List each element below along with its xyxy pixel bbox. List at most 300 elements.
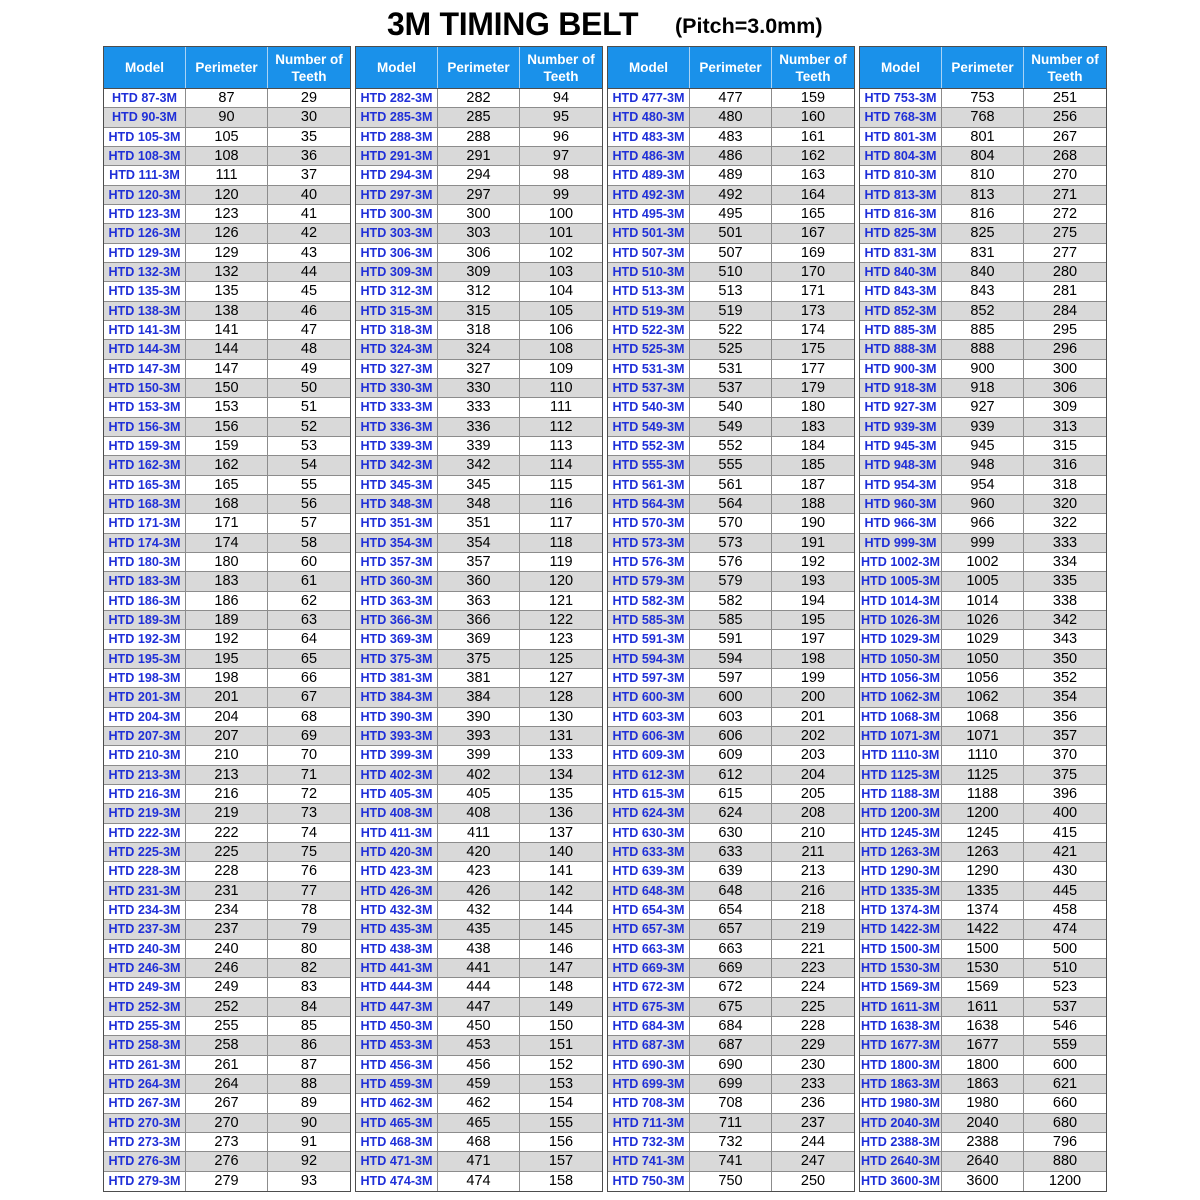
table-row	[608, 669, 854, 688]
model-cell: HTD 324-3M	[356, 340, 438, 358]
table-row	[104, 959, 350, 978]
table-row	[104, 785, 350, 804]
teeth-cell: 251	[1052, 89, 1078, 106]
model-cell: HTD 354-3M	[356, 534, 438, 552]
teeth-cell: 194	[800, 592, 826, 609]
teeth-cell: 44	[300, 263, 318, 280]
pitch-subtitle: (Pitch=3.0mm)	[675, 14, 823, 38]
teeth-cell: 183	[800, 418, 826, 435]
perimeter-cell: 156	[186, 418, 268, 436]
model-cell: HTD 129-3M	[104, 244, 186, 262]
perimeter-cell: 159	[186, 437, 268, 455]
perimeter-cell: 129	[186, 244, 268, 262]
table-row	[104, 340, 350, 359]
model-cell: HTD 1200-3M	[860, 804, 942, 822]
model-cell: HTD 339-3M	[356, 437, 438, 455]
table-row	[860, 766, 1106, 785]
teeth-cell: 95	[552, 109, 570, 126]
teeth-cell: 315	[1052, 437, 1078, 454]
perimeter-cell: 630	[690, 824, 772, 842]
perimeter-cell: 135	[186, 282, 268, 300]
perimeter-cell: 384	[438, 688, 520, 706]
model-cell: HTD 552-3M	[608, 437, 690, 455]
perimeter-cell: 399	[438, 746, 520, 764]
teeth-cell: 203	[800, 747, 826, 764]
table-row	[608, 1075, 854, 1094]
table-row	[104, 360, 350, 379]
perimeter-cell: 525	[690, 340, 772, 358]
teeth-cell: 36	[300, 147, 318, 164]
model-cell: HTD 132-3M	[104, 263, 186, 281]
teeth-cell: 60	[300, 553, 318, 570]
table-row	[104, 1152, 350, 1171]
teeth-cell: 128	[548, 689, 574, 706]
perimeter-cell: 555	[690, 456, 772, 474]
teeth-cell: 300	[1052, 360, 1078, 377]
teeth-cell: 199	[800, 669, 826, 686]
table-row	[356, 998, 602, 1017]
teeth-cell: 160	[800, 109, 826, 126]
teeth-cell: 277	[1052, 244, 1078, 261]
table-row	[104, 321, 350, 340]
model-cell: HTD 240-3M	[104, 940, 186, 958]
perimeter-cell: 648	[690, 882, 772, 900]
model-cell: HTD 123-3M	[104, 205, 186, 223]
table-row	[608, 843, 854, 862]
perimeter-cell: 87	[186, 89, 268, 107]
model-cell: HTD 207-3M	[104, 727, 186, 745]
teeth-cell: 316	[1052, 457, 1078, 474]
teeth-cell: 94	[552, 89, 570, 106]
model-cell: HTD 741-3M	[608, 1152, 690, 1170]
model-cell: HTD 657-3M	[608, 920, 690, 938]
teeth-cell: 354	[1052, 689, 1078, 706]
perimeter-cell: 318	[438, 321, 520, 339]
model-cell: HTD 831-3M	[860, 244, 942, 262]
model-cell: HTD 564-3M	[608, 495, 690, 513]
perimeter-cell: 237	[186, 920, 268, 938]
table-row	[608, 862, 854, 881]
perimeter-cell: 687	[690, 1036, 772, 1054]
perimeter-cell: 285	[438, 108, 520, 126]
table-row	[860, 263, 1106, 282]
teeth-cell: 104	[548, 283, 574, 300]
teeth-cell: 225	[800, 998, 826, 1015]
table-row	[356, 1114, 602, 1133]
table-row	[356, 1075, 602, 1094]
model-cell: HTD 285-3M	[356, 108, 438, 126]
table-row	[356, 108, 602, 127]
model-cell: HTD 360-3M	[356, 572, 438, 590]
perimeter-cell: 423	[438, 862, 520, 880]
perimeter-cell: 282	[438, 89, 520, 107]
model-cell: HTD 369-3M	[356, 630, 438, 648]
perimeter-cell: 1245	[942, 824, 1024, 842]
table-row	[608, 746, 854, 765]
perimeter-cell: 144	[186, 340, 268, 358]
teeth-cell: 127	[548, 669, 574, 686]
teeth-cell: 309	[1052, 399, 1078, 416]
table-row	[860, 746, 1106, 765]
perimeter-cell: 843	[942, 282, 1024, 300]
model-cell: HTD 540-3M	[608, 398, 690, 416]
model-cell: HTD 1263-3M	[860, 843, 942, 861]
perimeter-cell: 552	[690, 437, 772, 455]
table-row	[860, 282, 1106, 301]
perimeter-cell: 948	[942, 456, 1024, 474]
model-cell: HTD 333-3M	[356, 398, 438, 416]
model-cell: HTD 342-3M	[356, 456, 438, 474]
perimeter-cell: 480	[690, 108, 772, 126]
table-row	[608, 920, 854, 939]
model-cell: HTD 351-3M	[356, 514, 438, 532]
table-header	[860, 47, 1106, 89]
model-cell: HTD 639-3M	[608, 862, 690, 880]
teeth-cell: 67	[300, 689, 318, 706]
teeth-cell: 205	[800, 785, 826, 802]
perimeter-cell: 633	[690, 843, 772, 861]
teeth-cell: 281	[1052, 283, 1078, 300]
table-row	[860, 1133, 1106, 1152]
teeth-cell: 230	[800, 1056, 826, 1073]
model-cell: HTD 399-3M	[356, 746, 438, 764]
perimeter-cell: 381	[438, 669, 520, 687]
teeth-cell: 121	[548, 592, 574, 609]
table-row	[104, 804, 350, 823]
model-cell: HTD 801-3M	[860, 128, 942, 146]
table-row	[356, 263, 602, 282]
perimeter-cell: 171	[186, 514, 268, 532]
perimeter-cell: 366	[438, 611, 520, 629]
model-cell: HTD 162-3M	[104, 456, 186, 474]
teeth-cell: 218	[800, 901, 826, 918]
perimeter-cell: 1530	[942, 959, 1024, 977]
table-row	[104, 147, 350, 166]
table-row	[608, 282, 854, 301]
perimeter-cell: 141	[186, 321, 268, 339]
header-teeth: Number of Teeth	[527, 51, 595, 84]
model-cell: HTD 312-3M	[356, 282, 438, 300]
perimeter-cell: 513	[690, 282, 772, 300]
table-row	[860, 611, 1106, 630]
teeth-cell: 229	[800, 1037, 826, 1054]
teeth-cell: 75	[300, 843, 318, 860]
teeth-cell: 430	[1052, 863, 1078, 880]
model-cell: HTD 531-3M	[608, 360, 690, 378]
teeth-cell: 99	[552, 186, 570, 203]
model-cell: HTD 168-3M	[104, 495, 186, 513]
teeth-cell: 130	[548, 708, 574, 725]
table-row	[860, 1152, 1106, 1171]
table-row	[608, 321, 854, 340]
table-row	[860, 166, 1106, 185]
table-row	[356, 302, 602, 321]
table-row	[356, 1056, 602, 1075]
teeth-cell: 100	[548, 205, 574, 222]
table-row	[608, 650, 854, 669]
teeth-cell: 76	[300, 863, 318, 880]
perimeter-cell: 438	[438, 940, 520, 958]
model-cell: HTD 438-3M	[356, 940, 438, 958]
model-cell: HTD 270-3M	[104, 1114, 186, 1132]
table-row	[608, 89, 854, 108]
perimeter-cell: 444	[438, 978, 520, 996]
model-cell: HTD 144-3M	[104, 340, 186, 358]
table-row	[104, 688, 350, 707]
model-cell: HTD 1026-3M	[860, 611, 942, 629]
perimeter-cell: 1125	[942, 766, 1024, 784]
table-row	[608, 688, 854, 707]
model-cell: HTD 204-3M	[104, 708, 186, 726]
header-teeth: Number of Teeth	[275, 51, 343, 84]
table-row	[608, 456, 854, 475]
teeth-cell: 342	[1052, 611, 1078, 628]
table-row	[860, 669, 1106, 688]
table-row	[104, 108, 350, 127]
teeth-cell: 350	[1052, 650, 1078, 667]
perimeter-cell: 453	[438, 1036, 520, 1054]
table-row	[608, 186, 854, 205]
table-row	[104, 534, 350, 553]
teeth-cell: 96	[552, 128, 570, 145]
table-row	[104, 302, 350, 321]
model-cell: HTD 423-3M	[356, 862, 438, 880]
model-cell: HTD 345-3M	[356, 476, 438, 494]
model-cell: HTD 1530-3M	[860, 959, 942, 977]
perimeter-cell: 492	[690, 186, 772, 204]
model-cell: HTD 453-3M	[356, 1036, 438, 1054]
teeth-cell: 184	[800, 437, 826, 454]
teeth-cell: 136	[548, 805, 574, 822]
teeth-cell: 170	[800, 263, 826, 280]
perimeter-cell: 255	[186, 1017, 268, 1035]
perimeter-cell: 126	[186, 224, 268, 242]
teeth-cell: 1200	[1048, 1173, 1082, 1190]
table-row	[608, 611, 854, 630]
perimeter-cell: 228	[186, 862, 268, 880]
perimeter-cell: 315	[438, 302, 520, 320]
table-row	[860, 630, 1106, 649]
perimeter-cell: 303	[438, 224, 520, 242]
perimeter-cell: 1188	[942, 785, 1024, 803]
teeth-cell: 65	[300, 650, 318, 667]
model-cell: HTD 483-3M	[608, 128, 690, 146]
model-cell: HTD 966-3M	[860, 514, 942, 532]
teeth-cell: 147	[548, 959, 574, 976]
model-cell: HTD 282-3M	[356, 89, 438, 107]
table-row	[860, 476, 1106, 495]
perimeter-cell: 333	[438, 398, 520, 416]
perimeter-cell: 564	[690, 495, 772, 513]
table-row	[608, 1152, 854, 1171]
model-cell: HTD 1611-3M	[860, 998, 942, 1016]
teeth-cell: 112	[549, 418, 573, 435]
table-row	[356, 572, 602, 591]
table-row	[608, 882, 854, 901]
perimeter-cell: 639	[690, 862, 772, 880]
table-row	[860, 688, 1106, 707]
model-cell: HTD 294-3M	[356, 166, 438, 184]
model-cell: HTD 249-3M	[104, 978, 186, 996]
table-row	[104, 882, 350, 901]
table-row	[860, 437, 1106, 456]
table-row	[104, 379, 350, 398]
teeth-cell: 134	[548, 766, 574, 783]
teeth-cell: 159	[800, 89, 826, 106]
teeth-cell: 201	[800, 708, 826, 725]
teeth-cell: 63	[300, 611, 318, 628]
table-row	[860, 1056, 1106, 1075]
perimeter-cell: 501	[690, 224, 772, 242]
teeth-cell: 236	[800, 1095, 826, 1112]
perimeter-cell: 609	[690, 746, 772, 764]
table-row	[860, 147, 1106, 166]
model-cell: HTD 141-3M	[104, 321, 186, 339]
teeth-cell: 140	[548, 843, 574, 860]
perimeter-cell: 411	[438, 824, 520, 842]
model-cell: HTD 3600-3M	[860, 1172, 942, 1191]
teeth-cell: 421	[1052, 843, 1078, 860]
teeth-cell: 154	[548, 1095, 574, 1112]
table-row	[104, 978, 350, 997]
table-row	[356, 824, 602, 843]
perimeter-cell: 216	[186, 785, 268, 803]
model-cell: HTD 480-3M	[608, 108, 690, 126]
table-row	[608, 1172, 854, 1191]
teeth-cell: 92	[300, 1153, 318, 1170]
perimeter-cell: 690	[690, 1056, 772, 1074]
perimeter-cell: 231	[186, 882, 268, 900]
table-row	[356, 901, 602, 920]
teeth-cell: 122	[548, 611, 574, 628]
model-cell: HTD 675-3M	[608, 998, 690, 1016]
teeth-cell: 295	[1052, 321, 1078, 338]
model-cell: HTD 474-3M	[356, 1172, 438, 1191]
teeth-cell: 148	[548, 979, 574, 996]
perimeter-cell: 1335	[942, 882, 1024, 900]
belt-table-1	[103, 46, 351, 1192]
teeth-cell: 190	[800, 515, 826, 532]
table-row	[608, 495, 854, 514]
perimeter-cell: 927	[942, 398, 1024, 416]
teeth-cell: 208	[800, 805, 826, 822]
belt-table-3	[607, 46, 855, 1192]
perimeter-cell: 213	[186, 766, 268, 784]
teeth-cell: 68	[300, 708, 318, 725]
model-cell: HTD 264-3M	[104, 1075, 186, 1093]
model-cell: HTD 612-3M	[608, 766, 690, 784]
model-cell: HTD 189-3M	[104, 611, 186, 629]
model-cell: HTD 1188-3M	[860, 785, 942, 803]
table-row	[104, 89, 350, 108]
teeth-cell: 78	[300, 901, 318, 918]
perimeter-cell: 426	[438, 882, 520, 900]
table-row	[860, 882, 1106, 901]
table-row	[860, 205, 1106, 224]
perimeter-cell: 939	[942, 418, 1024, 436]
perimeter-cell: 264	[186, 1075, 268, 1093]
table-row	[356, 708, 602, 727]
model-cell: HTD 201-3M	[104, 688, 186, 706]
teeth-cell: 118	[549, 534, 573, 551]
model-cell: HTD 1002-3M	[860, 553, 942, 571]
perimeter-cell: 327	[438, 360, 520, 378]
model-cell: HTD 348-3M	[356, 495, 438, 513]
teeth-cell: 89	[300, 1095, 318, 1112]
model-cell: HTD 180-3M	[104, 553, 186, 571]
model-cell: HTD 435-3M	[356, 920, 438, 938]
teeth-cell: 250	[800, 1173, 826, 1190]
table-row	[860, 862, 1106, 881]
table-row	[356, 282, 602, 301]
perimeter-cell: 507	[690, 244, 772, 262]
model-cell: HTD 441-3M	[356, 959, 438, 977]
perimeter-cell: 180	[186, 553, 268, 571]
teeth-cell: 155	[548, 1114, 574, 1131]
teeth-cell: 216	[800, 882, 826, 899]
teeth-cell: 221	[800, 940, 826, 957]
model-cell: HTD 495-3M	[608, 205, 690, 223]
header-teeth: Number of Teeth	[779, 51, 847, 84]
table-row	[608, 940, 854, 959]
teeth-cell: 91	[300, 1133, 318, 1150]
table-row	[104, 650, 350, 669]
teeth-cell: 43	[300, 244, 318, 261]
model-cell: HTD 948-3M	[860, 456, 942, 474]
table-row	[356, 514, 602, 533]
teeth-cell: 267	[1052, 128, 1078, 145]
model-cell: HTD 120-3M	[104, 186, 186, 204]
teeth-cell: 244	[800, 1133, 826, 1150]
model-cell: HTD 300-3M	[356, 205, 438, 223]
teeth-cell: 185	[800, 457, 826, 474]
teeth-cell: 115	[549, 476, 573, 493]
model-cell: HTD 447-3M	[356, 998, 438, 1016]
perimeter-cell: 186	[186, 592, 268, 610]
teeth-cell: 343	[1052, 631, 1078, 648]
model-cell: HTD 669-3M	[608, 959, 690, 977]
teeth-cell: 77	[300, 882, 318, 899]
perimeter-cell: 570	[690, 514, 772, 532]
model-cell: HTD 198-3M	[104, 669, 186, 687]
teeth-cell: 41	[300, 205, 318, 222]
table-row	[608, 1094, 854, 1113]
teeth-cell: 600	[1052, 1056, 1078, 1073]
teeth-cell: 97	[552, 147, 570, 164]
model-cell: HTD 954-3M	[860, 476, 942, 494]
perimeter-cell: 108	[186, 147, 268, 165]
perimeter-cell: 1500	[942, 940, 1024, 958]
model-cell: HTD 570-3M	[608, 514, 690, 532]
model-cell: HTD 843-3M	[860, 282, 942, 300]
table-row	[104, 514, 350, 533]
header-perimeter: Perimeter	[186, 47, 268, 88]
table-row	[356, 1133, 602, 1152]
model-cell: HTD 630-3M	[608, 824, 690, 842]
perimeter-cell: 267	[186, 1094, 268, 1112]
perimeter-cell: 1980	[942, 1094, 1024, 1112]
perimeter-cell: 201	[186, 688, 268, 706]
perimeter-cell: 1071	[942, 727, 1024, 745]
model-cell: HTD 840-3M	[860, 263, 942, 281]
perimeter-cell: 462	[438, 1094, 520, 1112]
table-row	[356, 727, 602, 746]
table-row	[104, 495, 350, 514]
teeth-cell: 660	[1052, 1095, 1078, 1112]
table-row	[860, 418, 1106, 437]
perimeter-cell: 324	[438, 340, 520, 358]
model-cell: HTD 750-3M	[608, 1172, 690, 1191]
